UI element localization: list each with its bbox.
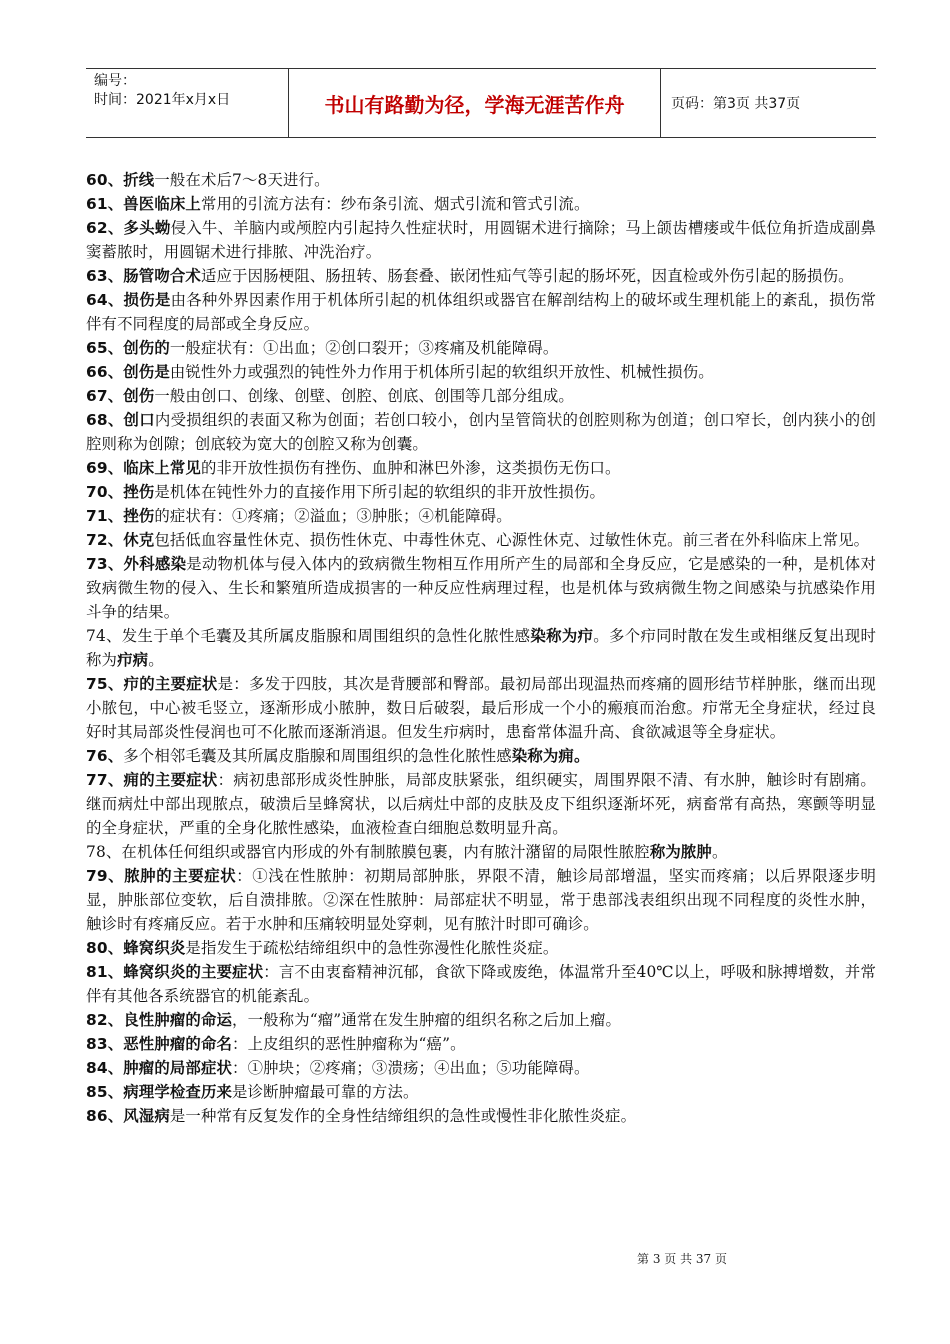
item-text: 。 bbox=[148, 651, 164, 669]
list-item bbox=[86, 864, 876, 936]
item-text: 适应于因肠梗阻、肠扭转、肠套叠、嵌闭性疝气等引起的肠坏死，因直检或外伤引起的肠损伤。 bbox=[200, 267, 854, 285]
list-item bbox=[86, 360, 876, 384]
item-text: ：①肿块；②疼痛；③溃疡；④出血；⑤功能障碍。 bbox=[232, 1059, 590, 1077]
item-term: 71、挫伤 bbox=[86, 507, 155, 525]
list-item bbox=[86, 264, 876, 288]
item-text: ：上皮组织的恶性肿瘤称为“癌”。 bbox=[232, 1035, 466, 1053]
list-item bbox=[86, 960, 876, 1008]
list-item bbox=[86, 1056, 876, 1080]
item-term: 疖病 bbox=[117, 651, 149, 669]
list-item bbox=[86, 336, 876, 360]
list-item bbox=[86, 936, 876, 960]
item-text: 多个相邻毛囊及其所属皮脂腺和周围组织的急性化脓性感 bbox=[123, 747, 512, 765]
item-term: 60、折线 bbox=[86, 171, 155, 189]
time-label: 时间：2021年x月x日 bbox=[94, 92, 231, 108]
item-text: 内受损组织的表面又称为创面；若创口较小，创内呈管筒状的创腔则称为创道；创口窄长，创内狭小的创腔则称为创隙；创底较为宽大的创腔又称为创囊。 bbox=[86, 411, 877, 453]
item-term: 82、良性肿瘤的命运 bbox=[86, 1011, 233, 1029]
page-footer: 第 3 页 共 37 页 bbox=[637, 1252, 727, 1266]
item-term: 67、创伤 bbox=[86, 387, 155, 405]
item-term: 66、创伤是 bbox=[86, 363, 170, 381]
item-text: ：①浅在性脓肿：初期局部肿胀，界限不清，触诊局部增温，坚实而疼痛；以后界限逐步明显，肿胀部位变软，后自溃排脓。②深在性脓肿：局部症状不明显，常于患部浅表组织出现不同程度的炎性水肿，触诊时有疼痛反应。若于水肿和压痛较明显处穿刺，见有脓汁时即可确诊。 bbox=[86, 867, 876, 933]
item-term: 65、创伤的 bbox=[86, 339, 170, 357]
list-item bbox=[86, 480, 876, 504]
item-text: 常用的引流方法有：纱布条引流、烟式引流和管式引流。 bbox=[200, 195, 590, 213]
item-term: 染称为痈。 bbox=[511, 747, 590, 765]
item-text: ，一般称为“瘤”通常在发生肿瘤的组织名称之后加上瘤。 bbox=[232, 1011, 622, 1029]
list-item bbox=[86, 192, 876, 216]
list-item bbox=[86, 456, 876, 480]
item-term: 85、病理学检查历来 bbox=[86, 1083, 233, 1101]
header-motto: 书山有路勤为径，学海无涯苦作舟 bbox=[289, 69, 661, 137]
header-meta bbox=[86, 69, 289, 137]
number-label: 编号： bbox=[94, 73, 136, 89]
item-text: 74、发生于单个毛囊及其所属皮脂腺和周围组织的急性化脓性感 bbox=[86, 627, 531, 645]
list-item bbox=[86, 744, 876, 768]
item-text: 是一种常有反复发作的全身性结缔组织的急性或慢性非化脓性炎症。 bbox=[169, 1107, 637, 1125]
list-item bbox=[86, 840, 876, 864]
list-item bbox=[86, 216, 876, 264]
item-text: 78、在机体任何组织或器官内形成的外有制脓膜包裹，内有脓汁潴留的局限性脓腔 bbox=[86, 843, 650, 861]
item-text: 是诊断肿瘤最可靠的方法。 bbox=[232, 1083, 419, 1101]
item-text: 一般由创口、创缘、创壁、创腔、创底、创围等几部分组成。 bbox=[154, 387, 574, 405]
item-term: 63、肠管吻合术 bbox=[86, 267, 201, 285]
item-text: ：病初患部形成炎性肿胀，局部皮肤紧张，组织硬实，周围界限不清、有水肿，触诊时有剧痛。继而病灶中部出现脓点，破溃后呈蜂窝状，以后病灶中部的皮肤及皮下组织逐渐坏死，病畜常有高热，寒颤等明显的全身症状，严重的全身化脓性感染，血液检查白细胞总数明显升高。 bbox=[86, 771, 876, 837]
item-text: 侵入牛、羊脑内或颅腔内引起持久性症状时，用圆锯术进行摘除；马上颌齿槽瘘或牛低位角折造成副鼻窦蓄脓时，用圆锯术进行排脓、冲洗治疗。 bbox=[86, 219, 876, 261]
item-text: 是动物机体与侵入体内的致病微生物相互作用所产生的局部和全身反应，它是感染的一种，是机体对致病微生物的侵入、生长和繁殖所造成损害的一种反应性病理过程，也是机体与致病微生物之间感染与抗感染作用斗争的结果。 bbox=[86, 555, 877, 621]
item-term: 64、损伤是 bbox=[86, 291, 171, 309]
item-text: ：言不由衷畜精神沉郁，食欲下降或废绝，体温常升至40℃以上，呼吸和脉搏增数，并常伴有其他各系统器官的机能紊乱。 bbox=[86, 963, 876, 1005]
list-item bbox=[86, 552, 876, 624]
item-term: 61、兽医临床上 bbox=[86, 195, 201, 213]
list-item bbox=[86, 384, 876, 408]
item-text: 由各种外界因素作用于机体所引起的机体组织或器官在解剖结构上的破坏或生理机能上的紊乱，损伤常伴有不同程度的局部或全身反应。 bbox=[86, 291, 876, 333]
item-term: 77、痈的主要症状 bbox=[86, 771, 218, 789]
item-term: 75、疖的主要症状 bbox=[86, 675, 218, 693]
item-term: 72、休克 bbox=[86, 531, 155, 549]
item-text: 的症状有：①疼痛；②溢血；③肿胀；④机能障碍。 bbox=[154, 507, 512, 525]
list-item bbox=[86, 528, 876, 552]
list-item bbox=[86, 168, 876, 192]
item-text: 包括低血容量性休克、损伤性休克、中毒性休克、心源性休克、过敏性休克。前三者在外科临床上常见。 bbox=[154, 531, 870, 549]
list-item bbox=[86, 768, 876, 840]
item-term: 73、外科感染 bbox=[86, 555, 187, 573]
item-text: 一般在术后7～8天进行。 bbox=[154, 171, 330, 189]
item-term: 79、脓肿的主要症状 bbox=[86, 867, 237, 885]
list-item bbox=[86, 624, 876, 672]
header-page-label: 页码：第3页 共37页 bbox=[671, 96, 801, 112]
item-term: 81、蜂窝织炎的主要症状 bbox=[86, 963, 264, 981]
item-text: 是机体在钝性外力的直接作用下所引起的软组织的非开放性损伤。 bbox=[154, 483, 606, 501]
item-text: 。 bbox=[711, 843, 728, 861]
list-item bbox=[86, 288, 876, 336]
list-item bbox=[86, 1008, 876, 1032]
list-item bbox=[86, 1080, 876, 1104]
item-term: 62、多头蚴 bbox=[86, 219, 171, 237]
list-item bbox=[86, 672, 876, 744]
item-term: 86、风湿病 bbox=[86, 1107, 170, 1125]
item-term: 69、临床上常见 bbox=[86, 459, 201, 477]
item-text: 。多个疖同时散在发生或相继反复出现时称为 bbox=[86, 627, 876, 669]
item-text: 的非开放性损伤有挫伤、血肿和淋巴外渗，这类损伤无伤口。 bbox=[200, 459, 621, 477]
list-item bbox=[86, 1104, 876, 1128]
item-term: 83、恶性肿瘤的命名 bbox=[86, 1035, 233, 1053]
document-body bbox=[86, 168, 876, 1128]
item-text: 一般症状有：①出血；②创口裂开；③疼痛及机能障碍。 bbox=[169, 339, 559, 357]
item-term: 80、蜂窝织炎 bbox=[86, 939, 186, 957]
item-text: 由锐性外力或强烈的钝性外力作用于机体所引起的软组织开放性、机械性损伤。 bbox=[169, 363, 714, 381]
document-header bbox=[86, 68, 876, 138]
list-item bbox=[86, 408, 876, 456]
item-term: 76、 bbox=[86, 747, 124, 765]
item-term: 称为脓肿 bbox=[649, 843, 712, 861]
item-term: 68、创口 bbox=[86, 411, 155, 429]
item-term: 70、挫伤 bbox=[86, 483, 155, 501]
list-item bbox=[86, 504, 876, 528]
item-text: 是指发生于疏松结缔组织中的急性弥漫性化脓性炎症。 bbox=[185, 939, 559, 957]
item-text: 是：多发于四肢，其次是背腰部和臀部。最初局部出现温热而疼痛的圆形结节样肿胀，继而出现小脓包，中心被毛竖立，逐渐形成小脓肿，数日后破裂，最后形成一个小的瘢痕而治愈。疖常无全身症状，经过良好时其局部炎性侵润也可不化脓而逐渐消退。但发生疖病时，患畜常体温升高、食欲减退等全身症状。 bbox=[86, 675, 876, 741]
item-term: 染称为疖 bbox=[530, 627, 594, 645]
item-term: 84、肿瘤的局部症状 bbox=[86, 1059, 233, 1077]
list-item bbox=[86, 1032, 876, 1056]
